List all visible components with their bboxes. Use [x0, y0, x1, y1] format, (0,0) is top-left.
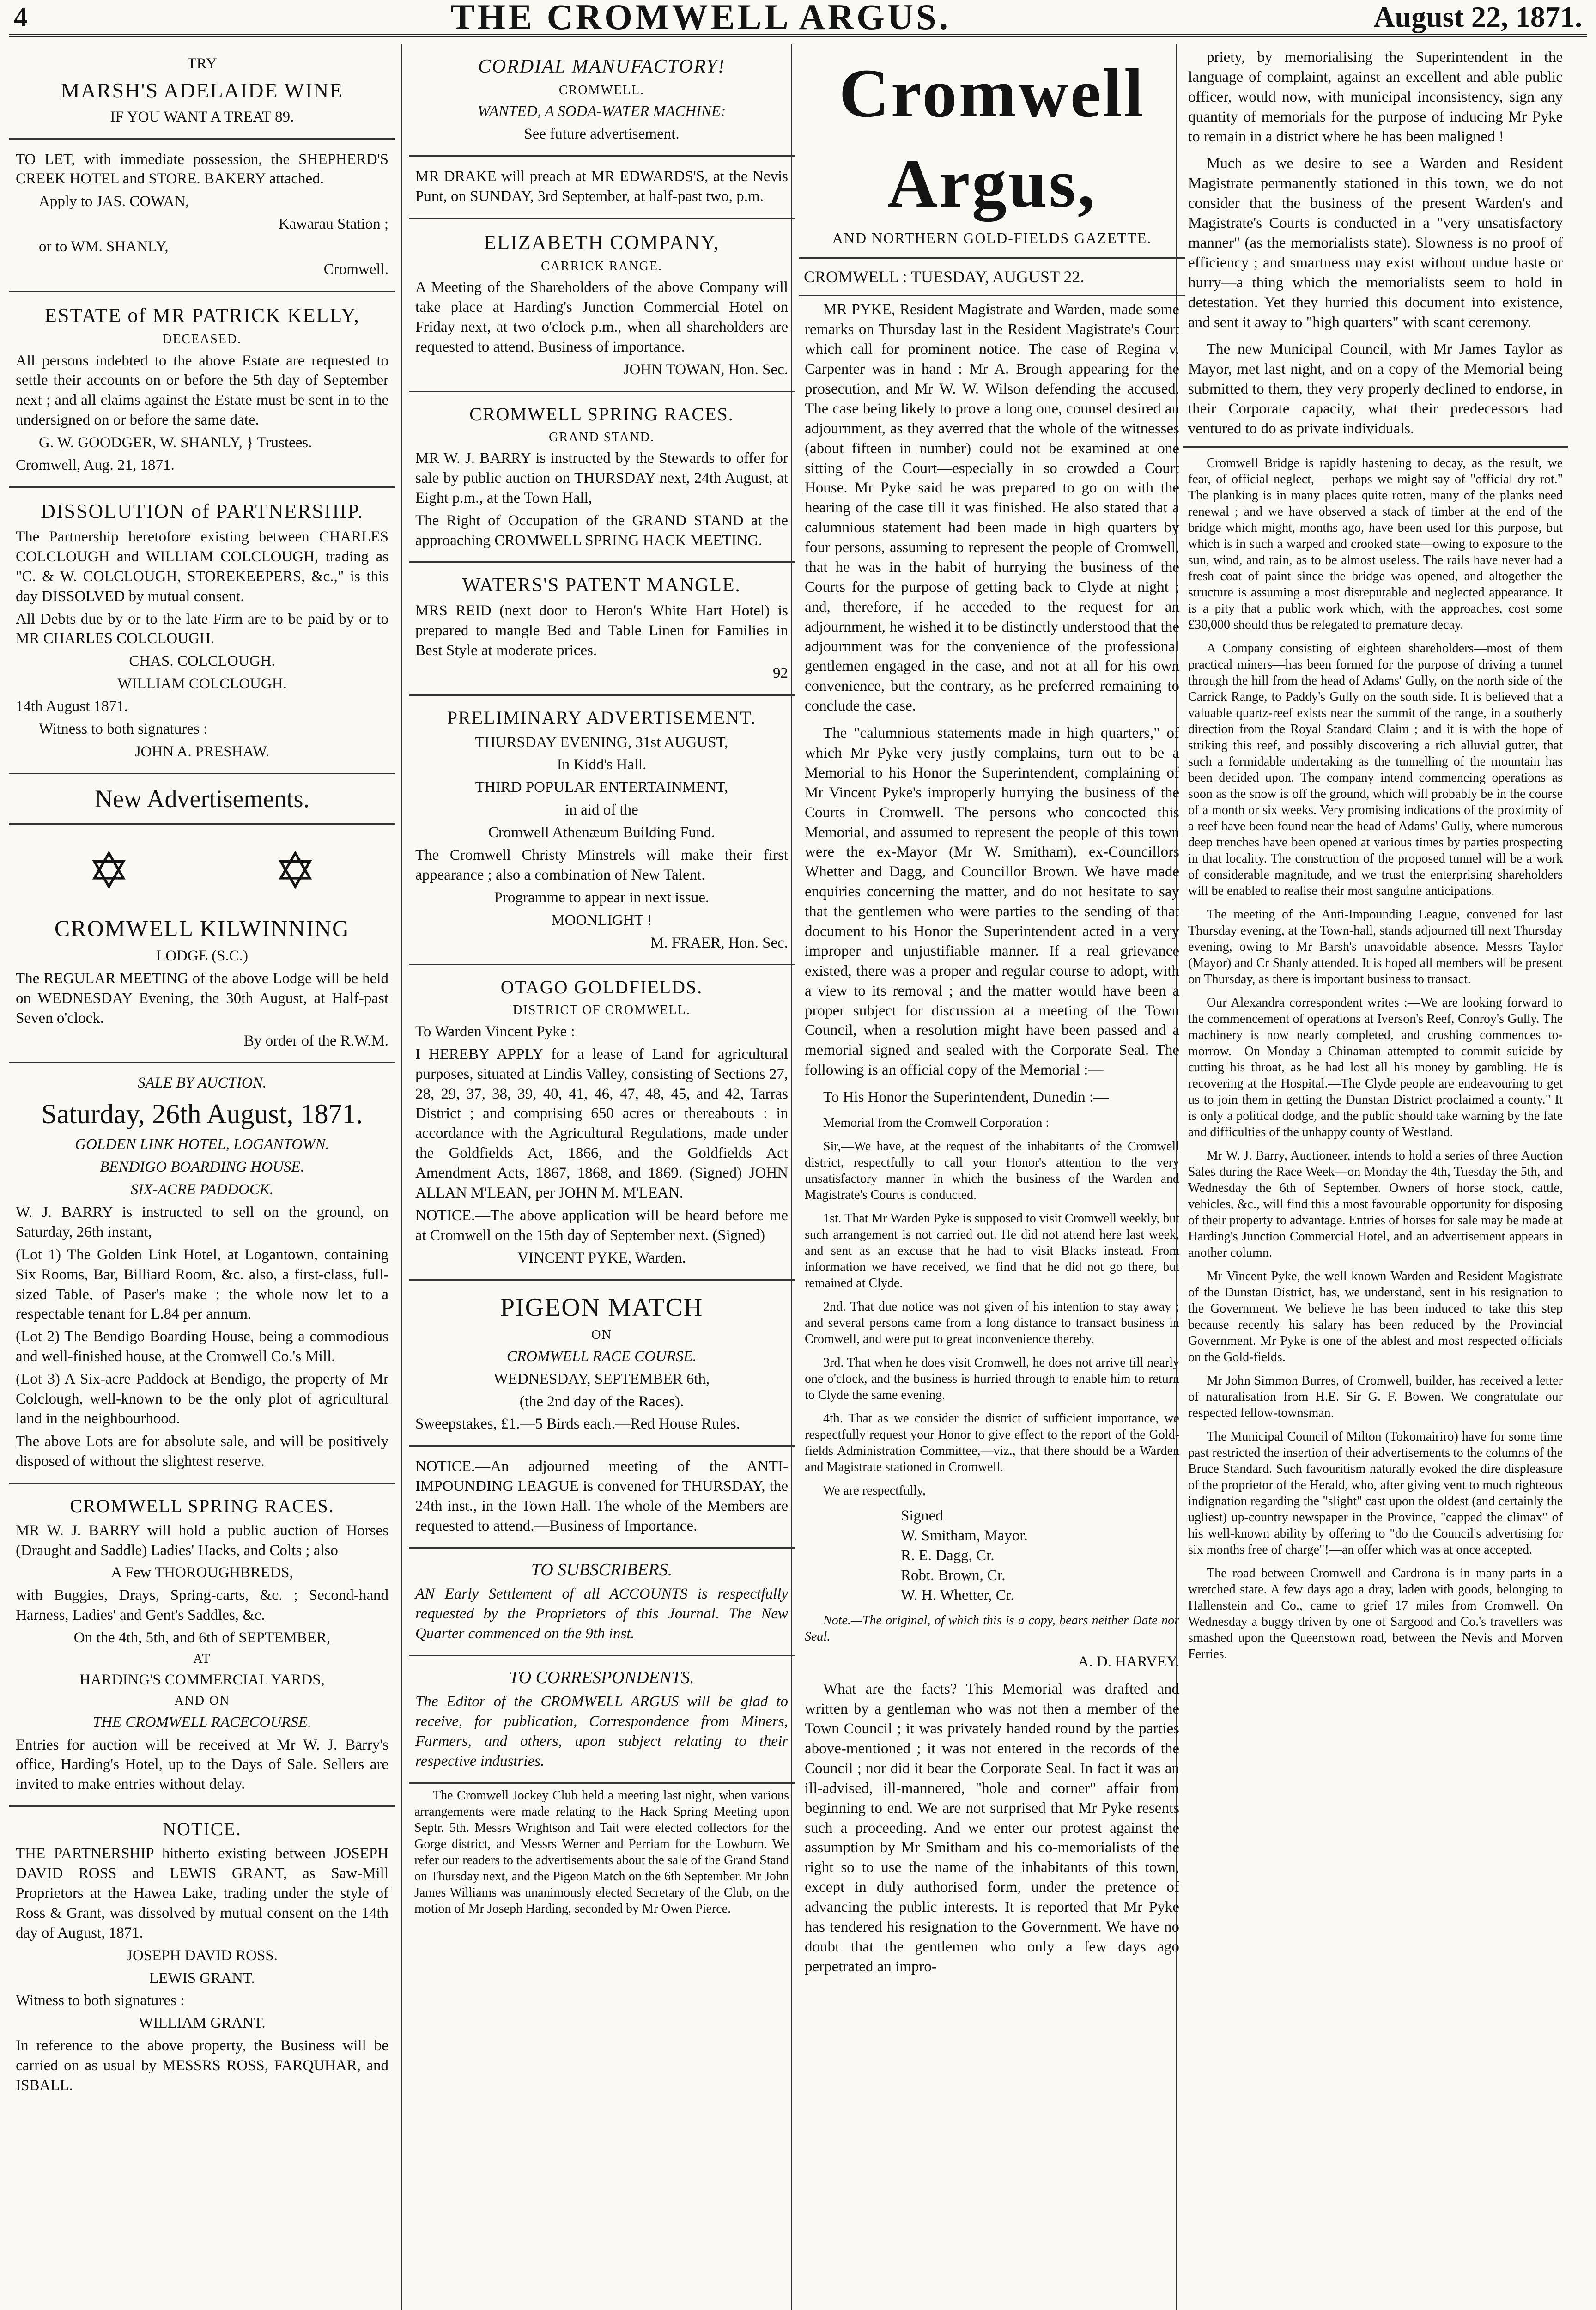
ad-lot: (Lot 1) The Golden Link Hotel, at Logantown, containing Six Rooms, Bar, Billiard Room, &c. also, a first-class, full-sized Table, of Paser's make ; the whole now let to a respectable tenant for L.84 per annum. — [16, 1246, 388, 1323]
ad-signature: WILLIAM GRANT. — [139, 2015, 266, 2032]
ad-body: I HEREBY APPLY for a lease of Land for agricultural purposes, situated at Lindis Valley, consisting of Sections 27, 28, 29, 37, 38, 39, 40, 41, 46, 47, 48, 45, and 42, Tarras District ; and comprising 650 acres or thereabouts : in accordance with the Agricultural Regulations, made under the Goldfields Act, 1866, and the Goldfields Act Amendment Acts, 1867, 1868, and 1869. (Signed) JOHN ALLAN M'LEAN, per JOHN M. M'LEAN. — [415, 1046, 788, 1201]
ad-otago-goldfields — [409, 965, 795, 1280]
ad-line: On the 4th, 5th, and 6th of SEPTEMBER, — [73, 1629, 331, 1647]
ad-subtitle: GRAND STAND. — [549, 430, 655, 444]
memorial-paragraph: 3rd. That when he does visit Cromwell, he does not arrive till nearly one o'clock, and the business is hurried through to enable him to return to Clyde the same evening. — [805, 1356, 1179, 1403]
jockey-club-paragraph: The Cromwell Jockey Club held a meeting last night, when various arrangements were made relating to the Hack Spring Meeting upon Septr. 5th. Messrs Wrightson and Tait were elected collectors for the Gorge district, and Messrs Werner and Perriam for the Lowburn. We refer our readers to the advertisements about the sale of the Grand Stand on Thursday next, and the Pigeon Match on the 6th September. Mr John James Williams was unanimously elected Secretary of the Club, on the motion of Mr Joseph Harding, seconded by Mr Owen Pierce. — [414, 1788, 789, 1916]
ad-body: The Cromwell Christy Minstrels will make their first appearance ; also a combination of New Talent. — [415, 847, 788, 883]
ad-to-let — [9, 140, 395, 292]
ad-line: BENDIGO BOARDING HOUSE. — [100, 1159, 304, 1176]
editorial-paragraph: The "calumnious statements made in high quarters," of which Mr Pyke very justly complains, turn out to be a Memorial to his Honor the Superintendent, complaining of Mr Vincent Pyke's improperly hurrying the business of the Courts in Cromwell. The persons who concocted this Memorial, and assumed to represent the people of this town were the ex-Mayor (Mr W. Smitham), ex-Councillors Whetter and Dagg, and Councillor Brown. We have made enquiries concerning the matter, and do not hesitate to say that the gentlemen who were parties to the sending of that document to his Honor the Superintendent acted in a very improper and unjustifiable manner. If a real grievance existed, there was a proper and regular course to adopt, with a view to its removal ; and the matter would have been a proper subject for discussion at a meeting of the Town Council, when a resolution might have been passed and a memorial signed and sealed with the Corporate Seal. The following is an official copy of the Memorial :— — [805, 725, 1179, 1079]
memorial-signatures — [799, 1502, 1185, 1609]
ad-body: THE PARTNERSHIP hitherto existing between JOSEPH DAVID ROSS and LEWIS GRANT, as Saw-Mill Proprietors at the Hawea Lake, trading under the style of Ross & Grant, was dissolved by mutual consent on the 14th day of August, 1871. — [16, 1845, 388, 1941]
ad-drake-preach — [409, 157, 795, 219]
news-item: A Company consisting of eighteen shareholders—most of them practical miners—has been formed for the purpose of driving a tunnel through the hill from the head of Adams' Gully, on the north side of the Carrick Range, to Paddy's Gully on the south side. It is believed that a valuable quartz-reef exists near the summit of the range, in a southerly direction from the Royal Standard Claim ; and it is with the hope of striking this reef, and possibly discovering a rich alluvial gutter, that such a formidable undertaking as the tunnelling of the mountain has been decided upon. The company intend commencing operations as soon as the snow is off the ground, which will probably be in the course of a month or six weeks. Very promising indications of the proximity of a reef have been found near the head of Adams' Gully, where numerous deep trenches have been opened at various times by parties prospecting in that locality. The construction of the proposed tunnel will be a work of considerable magnitude, and we trust the enterprising shareholders will be enabled to realise their most sanguine anticipations. — [1188, 641, 1563, 898]
ad-line: GOLDEN LINK HOTEL, LOGANTOWN. — [75, 1136, 329, 1153]
ad-body: NOTICE.—An adjourned meeting of the ANTI-IMPOUNDING LEAGUE is convened for THURSDAY, the 24th inst., in the Town Hall. The whole of the Members are requested to attend.—Business of Importance. — [415, 1458, 788, 1534]
ad-signature: JOHN A. PRESHAW. — [134, 743, 270, 760]
ad-line: (the 2nd day of the Races). — [519, 1393, 684, 1410]
ad-signature: JOHN TOWAN, Hon. Sec. — [623, 361, 788, 378]
ad-body: MRS REID (next door to Heron's White Hart Hotel) is prepared to mangle Bed and Table Linen for Families in Best Style at moderate prices. — [415, 602, 788, 659]
ad-line: See future advertisement. — [524, 125, 680, 142]
ad-line: MOONLIGHT ! — [551, 912, 652, 929]
ad-kilwinning-lodge — [9, 825, 395, 1063]
ad-title: NOTICE. — [163, 1818, 242, 1840]
editorial-paragraph: The new Municipal Council, with Mr James Taylor as Mayor, met last night, and on a copy of the Memorial being submitted to them, they very properly declined to endorse, in their Corporate capacity, what their predecessors had ventured to do as private individuals. — [1188, 341, 1563, 438]
ad-line: or to WM. SHANLY, — [39, 238, 169, 255]
ad-title: CORDIAL MANUFACTORY! — [478, 56, 726, 77]
ad-body: The REGULAR MEETING of the above Lodge will be held on WEDNESDAY Evening, the 30th August, at Half-past Seven o'clock. — [16, 970, 388, 1027]
ad-title: Saturday, 26th August, 1871. — [41, 1099, 363, 1130]
masthead-subtitle: AND NORTHERN GOLD-FIELDS GAZETTE. — [832, 230, 1152, 246]
ad-body: MR W. J. BARRY is instructed by the Stewards to offer for sale by public auction on THURSDAY next, 24th August, at Eight p.m., at the Town Hall, — [415, 450, 788, 506]
ad-body: TO LET, with immediate possession, the SHEPHERD'S CREEK HOTEL and STORE. BAKERY attached. — [16, 151, 388, 188]
memorial-paragraph: 4th. That as we consider the district of sufficient importance, we respectfully request your Honor to give effect to the report of the Gold-fields Administration Committee,—viz., that there should be a Warden and Magistrate stationed in Cromwell. — [805, 1411, 1179, 1475]
ad-subtitle: LODGE (S.C.) — [156, 948, 248, 965]
news-item: Cromwell Bridge is rapidly hastening to decay, as the result, we fear, of official neglect, —perhaps we might say of "official dry rot." The planking is in many places quite rotten, many of the planks need renewal ; and we have observed a stack of timber at the end of the bridge which might, months ago, have been used for this purpose, but which is in such a warped and crooked state—owing to exposure to the sun, wind, and rain, as to be almost useless. The rails have never had a fresh coat of paint since the bridge was opened, and altogether the structure is assuming a most disreputable and neglected appearance. It is a pity that a public work which, with the approaches, cost some £30,000 should thus be relegated to premature decay. — [1188, 456, 1563, 632]
ad-title: ESTATE of MR PATRICK KELLY, — [44, 304, 360, 327]
ad-signature: WILLIAM COLCLOUGH. — [117, 675, 287, 693]
news-item: The meeting of the Anti-Impounding League, convened for last Thursday evening, at the Town-hall, stands adjourned till next Thursday evening, owing to Mr Barsh's unavoidable absence. Messrs Taylor (Mayor) and Cr Shanly attended. It is hoped all members will be present on Thursday, as there is important business to transact. — [1188, 907, 1563, 986]
ad-line: ON — [591, 1328, 612, 1343]
editorial-dateline: CROMWELL : TUESDAY, AUGUST 22. — [799, 259, 1185, 297]
memorial-paragraph: We are respectfully, — [823, 1483, 926, 1498]
ad-line: in aid of the — [565, 802, 638, 819]
ad-title: MARSH'S ADELAIDE WINE — [61, 78, 344, 102]
ad-dissolution-colclough — [9, 488, 395, 774]
ad-line: CROMWELL RACE COURSE. — [507, 1348, 697, 1365]
column-rule — [401, 44, 402, 2310]
ad-line: Kawarau Station ; — [278, 216, 388, 233]
page-number: 4 — [14, 1, 28, 32]
ad-subtitle: CARRICK RANGE. — [541, 259, 662, 274]
masthead — [799, 44, 1185, 259]
ad-body: MR DRAKE will preach at MR EDWARDS'S, at the Nevis Punt, on SUNDAY, 3rd September, at half-past two, p.m. — [415, 168, 788, 205]
ad-signature: LEWIS GRANT. — [149, 1970, 255, 1987]
ad-body: with Buggies, Drays, Spring-carts, &c. ; Second-hand Harness, Ladies' and Gent's Saddles, &c. — [16, 1587, 388, 1624]
ad-body: AN Early Settlement of all ACCOUNTS is respectfully requested by the Proprietors of this Journal. The New Quarter commenced on the 9th inst. — [415, 1586, 788, 1642]
editorial-paragraph: To His Honor the Superintendent, Dunedin :— — [823, 1089, 1109, 1106]
ad-preliminary — [409, 696, 795, 966]
signer: R. E. Dagg, Cr. — [901, 1547, 995, 1564]
ad-line: Cromwell. — [323, 261, 388, 278]
news-item: Mr W. J. Barry, Auctioneer, intends to hold a series of three Auction Sales during the Race Week—on Monday the 4th, Tuesday the 5th, and Wednesday the 6th of September. Owners of horse stock, cattle, vehicles, &c., will find this a most favourable opportunity for disposing of their property to advantage. Entries of horses for sale may be made at Harding's Junction Commercial Hotel, and an advertisement appears in another column. — [1188, 1148, 1563, 1260]
ad-line: IF YOU WANT A TREAT 89. — [110, 108, 294, 125]
ad-title: PIGEON MATCH — [500, 1293, 704, 1322]
signer: W. H. Whetter, Cr. — [901, 1587, 1014, 1604]
ad-body: W. J. BARRY is instructed to sell on the ground, on Saturday, 26th instant, — [16, 1204, 388, 1240]
ad-body: Sweepstakes, £1.—5 Birds each.—Red House Rules. — [415, 1416, 740, 1433]
memorial-note: Note.—The original, of which this is a copy, bears neither Date nor Seal. — [805, 1613, 1179, 1644]
memorial-signoff: A. D. HARVEY. — [1078, 1653, 1179, 1671]
newspaper-title: THE CROMWELL ARGUS. — [450, 0, 951, 37]
ad-signature: G. W. GOODGER, W. SHANLY, } Trustees. — [39, 434, 312, 451]
ad-body: All Debts due by or to the late Firm are to be paid by or to MR CHARLES COLCLOUGH. — [16, 610, 388, 647]
ad-signature: M. FRAER, Hon. Sec. — [650, 934, 788, 951]
ad-signature: CHAS. COLCLOUGH. — [129, 653, 275, 670]
ad-body: The Editor of the CROMWELL ARGUS will be glad to receive, for publication, Correspondence from Miners, Farmers, and others, upon subject relating to their respective industries. — [415, 1693, 788, 1769]
column-2 — [409, 44, 795, 2310]
column-4 — [1183, 44, 1568, 2310]
masonic-emblem-icon: ✡ — [87, 843, 130, 900]
ad-line: HARDING'S COMMERCIAL YARDS, — [79, 1672, 325, 1689]
signer: Robt. Brown, Cr. — [901, 1567, 1006, 1584]
ad-date: 14th August 1871. — [16, 698, 128, 715]
ad-body: NOTICE.—The above application will be heard before me at Cromwell on the 15th day of September next. (Signed) — [415, 1207, 788, 1244]
ad-line: Witness to both signatures : — [16, 1992, 185, 2009]
section-new-advertisements: New Advertisements. — [9, 774, 395, 825]
masonic-emblem-icon: ✡ — [274, 843, 317, 900]
news-item: The Municipal Council of Milton (Tokomairiro) have for some time past restricted the insertion of their advertisements to the columns of the Bruce Standard. Such favouritism naturally evoked the dire displeasure of the proprietor of the Herald, who, after giving vent to much righteous indignation regarding the "slight" cast upon the oldest (and certainly the ugliest) up-country newspaper in the Province, "capped the climax" of his well-known ability by offering to "do the Council's advertising for six months free of charge"!—an offer which was at once accepted. — [1188, 1429, 1563, 1557]
ad-patent-mangle — [409, 563, 795, 695]
news-item: Our Alexandra correspondent writes :—We are looking forward to the commencement of operations at Iverson's Reef, Conroy's Gully. The machinery is now nearly completed, and crushing commences to-morrow.—On Monday a Chinaman attempted to commit suicide by cutting his throat, as he had lost all his money by gambling. He is recovering at the Hospital.—The Clyde people are endeavouring to get us to join them in getting the Dunstan District proclaimed a county." It is only a political dodge, and the public should take warning by the fate and difficulties of the unhappy county of Westland. — [1188, 995, 1563, 1139]
ad-line: SIX-ACRE PADDOCK. — [130, 1181, 274, 1198]
notice-to-correspondents — [409, 1656, 795, 1784]
ad-line: AT — [193, 1651, 211, 1666]
ad-title: TO CORRESPONDENTS. — [509, 1667, 694, 1687]
ad-body: All persons indebted to the above Estate are requested to settle their accounts on or before the 5th day of September next ; and all claims against the Estate must be sent in to the undersigned on or before the same date. — [16, 352, 388, 429]
memorial-paragraph: Sir,—We have, at the request of the inhabitants of the Cromwell district, respectfully to call your Honor's attention to the very unsatisfactory manner in which the business of the Warden and Magistrate's Courts is conducted. — [805, 1139, 1179, 1203]
ad-line: Apply to JAS. COWAN, — [39, 193, 189, 210]
ad-body: A Meeting of the Shareholders of the above Company will take place at Harding's Junction Commercial Hotel on Friday next, at two o'clock p.m., when all shareholders are requested to attend. Business of importance. — [415, 279, 788, 355]
column-1 — [9, 44, 395, 2310]
divider — [1183, 446, 1568, 448]
ad-line: THE CROMWELL RACECOURSE. — [92, 1714, 312, 1731]
emblem-row — [16, 832, 388, 911]
ad-signature: By order of the R.W.M. — [243, 1032, 388, 1049]
editorial-paragraph: priety, by memorialising the Superintendent in the language of complaint, against an excellent and able public officer, would now, with municipal inconsistency, sign any quantity of memorials for the purpose of inducing Mr Pyke to remain in a district where he has been maligned ! — [1188, 49, 1563, 145]
ad-line: In Kidd's Hall. — [557, 756, 647, 773]
ad-line: A Few THOROUGHBREDS, — [111, 1564, 293, 1581]
memorial-paragraph: 2nd. That due notice was not given of his intention to stay away ; and several persons came from a long distance to transact business in Cromwell, and were put to great inconvenience thereby. — [805, 1300, 1179, 1347]
ad-anti-impounding — [409, 1447, 795, 1549]
ad-line: Witness to both signatures : — [39, 721, 208, 738]
ad-subtitle: DISTRICT OF CROMWELL. — [513, 1003, 691, 1018]
memorial-paragraph: 1st. That Mr Warden Pyke is supposed to visit Cromwell weekly, but such arrangement is not carried out. He did not attend here last week, and sent as an excuse that he had to visit Blacks instead. From information we have received, we find that he did not go there, but remained at Clyde. — [805, 1211, 1179, 1291]
ad-body: MR W. J. BARRY will hold a public auction of Horses (Draught and Saddle) Ladies' Hacks, and Colts ; also — [16, 1522, 388, 1559]
ad-pigeon-match — [409, 1281, 795, 1447]
news-item: The road between Cromwell and Cardrona is in many parts in a wretched state. A few days ago a dray, laden with goods, belonging to Hallenstein and Co., came to grief 17 miles from Cromwell. On Wednesday a buggy driven by one of Sargood and Co.'s travellers was smashed upon the Queenstown road, between the Nevis and Morven Ferries. — [1188, 1566, 1563, 1661]
editorial-paragraph: Much as we desire to see a Warden and Resident Magistrate permanently stationed in this town, we do not consider that the business of the present Warden's and Magistrate's Courts is conducted in a "very unsatisfactory manner" (as the memorialists state). Slowness is no proof of efficiency ; and smartness may exist without undue haste or hurry—a thing which the memorialists seem to hold in detestation. Yet they hurried this document into existence, and sent it away to "high quarters" with scant ceremony. — [1188, 155, 1563, 331]
notice-to-subscribers — [409, 1549, 795, 1656]
ad-body: Entries for auction will be received at Mr W. J. Barry's office, Harding's Hotel, up to the Days of Sale. Sellers are invited to make entries without delay. — [16, 1736, 388, 1793]
ad-title: OTAGO GOLDFIELDS. — [500, 977, 703, 998]
ad-grand-stand — [409, 392, 795, 563]
page-header — [9, 0, 1587, 37]
ad-line: AND ON — [174, 1694, 230, 1708]
ad-line: To Warden Vincent Pyke : — [415, 1023, 575, 1040]
ad-lot: (Lot 2) The Bendigo Boarding House, being a commodious and well-finished house, at the Cromwell Co.'s Mill. — [16, 1328, 388, 1365]
ad-cordial-manufactory — [409, 44, 795, 157]
ad-lot: (Lot 3) A Six-acre Paddock at Bendigo, the property of Mr Colclough, well-known to be the only plot of agricultural land in the neighbourhood. — [16, 1371, 388, 1427]
ad-title: CROMWELL SPRING RACES. — [70, 1495, 334, 1516]
ad-body: The above Lots are for absolute sale, and will be positively disposed of without the slightest reserve. — [16, 1433, 388, 1470]
ad-title: TO SUBSCRIBERS. — [531, 1560, 673, 1580]
ad-title: ELIZABETH COMPANY, — [484, 231, 720, 254]
masthead-title: Cromwell Argus, — [839, 55, 1145, 222]
ad-body: The Right of Occupation of the GRAND STAND at the approaching CROMWELL SPRING HACK MEETING. — [415, 512, 788, 549]
ad-body: In reference to the above property, the Business will be carried on as usual by MESSRS ROSS, FARQUHAR, and ISBALL. — [16, 2037, 388, 2094]
ad-line: Cromwell Athenæum Building Fund. — [488, 824, 716, 841]
issue-date: August 22, 1871. — [1373, 0, 1582, 33]
ad-title: DISSOLUTION of PARTNERSHIP. — [41, 499, 364, 523]
ad-line: TRY — [187, 55, 217, 72]
signed-label: Signed — [901, 1508, 943, 1525]
ad-number: 92 — [773, 664, 788, 681]
ad-adelaide-wine — [9, 44, 395, 140]
ad-notice-ross-grant — [9, 1807, 395, 2107]
editorial-paragraph: What are the facts? This Memorial was drafted and written by a gentleman who was not then a member of the Town Council ; it was privately handed round by the parties above-mentioned ; it was not entered in the records of the Council ; nor did it bear the Corporate Seal. In fact it was an ill-advised, ill-mannered, "hole and corner" affair from beginning to end. We are not surprised that Mr Pyke resents such a proceeding. And we enter our protest against the assumption by Mr Smitham and his co-memorialists of the right so to use the name of the inhabitants of this town, except in duly authorised form, under the pretence of advancing the public interests. It is reported that Mr Pyke has tendered his resignation to the Government. We have no doubt that the gentlemen who only a few days ago perpetrated an impro- — [805, 1681, 1179, 1975]
ad-sale-by-auction — [9, 1063, 395, 1483]
news-item: Mr Vincent Pyke, the well known Warden and Resident Magistrate of the Dunstan District, has, we understand, sent in his resignation to the Government. We believe he has been induced to take this step because recently his salary has been reduced by the Provincial Government. Mr Pyke is one of the ablest and most respected officials on the Gold-fields. — [1188, 1269, 1563, 1364]
ad-spring-races-horses — [9, 1484, 395, 1807]
ad-title: CROMWELL SPRING RACES. — [469, 403, 734, 425]
ad-subtitle: DECEASED. — [162, 332, 242, 347]
editorial-paragraph: MR PYKE, Resident Magistrate and Warden, made some remarks on Thursday last in the Resident Magistrate's Court which call for prominent notice. The case of Regina v. Carpenter was in hand : Mr A. Brough appearing for the prosecution, and Mr W. W. Wilson defending the accused. The case being likely to prove a long one, counsel desired an adjournment, as they averred that the whole of the witnesses (about fifteen in number) could not be examined at one sitting of the Court—especially in so crowded a Court House. Mr Pyke said he was prepared to go on with the hearing of the case till it was finished. He also stated that a calumnious statement had been made in high quarters by four persons, assuming to represent the people of Cromwell, that he was in the habit of hurrying the business of the Courts for the purpose of getting back to Clyde at night ; and, therefore, if he acceded to the request for an adjournment, he wished it to be distinctly understood that the adjournment was for the convenience of the professional gentlemen engaged in the case, and not at all for his own convenience, but the contrary, as he preferred remaining to conclude the case. — [805, 301, 1179, 715]
news-item: Mr John Simmon Burres, of Cromwell, builder, has received a letter of naturalisation from H.E. Sir G. F. Bowen. We congratulate our respected fellow-townsman. — [1188, 1373, 1563, 1420]
ad-line: THURSDAY EVENING, 31st AUGUST, — [475, 734, 728, 751]
ad-elizabeth-company — [409, 219, 795, 392]
ad-title: WATERS'S PATENT MANGLE. — [462, 575, 741, 596]
ad-line: THIRD POPULAR ENTERTAINMENT, — [475, 779, 728, 796]
ad-line: Programme to appear in next issue. — [494, 889, 710, 906]
memorial-paragraph: Memorial from the Cromwell Corporation : — [823, 1116, 1050, 1131]
ad-body: WANTED, A SODA-WATER MACHINE: — [477, 103, 726, 120]
column-3 — [799, 44, 1185, 2310]
signer: W. Smitham, Mayor. — [901, 1527, 1028, 1544]
ad-subtitle: CROMWELL. — [558, 83, 645, 97]
ad-line: WEDNESDAY, SEPTEMBER 6th, — [493, 1370, 710, 1387]
ad-title: CROMWELL KILWINNING — [54, 915, 350, 942]
ad-estate-kelly — [9, 292, 395, 488]
ad-body: The Partnership heretofore existing between CHARLES COLCLOUGH and WILLIAM COLCLOUGH, trading as "C. & W. COLCLOUGH, STOREKEEPERS, &c.," is this day DISSOLVED by mutual consent. — [16, 529, 388, 605]
ad-subtitle: SALE BY AUCTION. — [137, 1075, 267, 1092]
ad-title: PRELIMINARY ADVERTISEMENT. — [447, 707, 757, 728]
ad-signature: JOSEPH DAVID ROSS. — [127, 1947, 278, 1964]
ad-date: Cromwell, Aug. 21, 1871. — [16, 456, 175, 474]
ad-signature: VINCENT PYKE, Warden. — [517, 1249, 686, 1266]
